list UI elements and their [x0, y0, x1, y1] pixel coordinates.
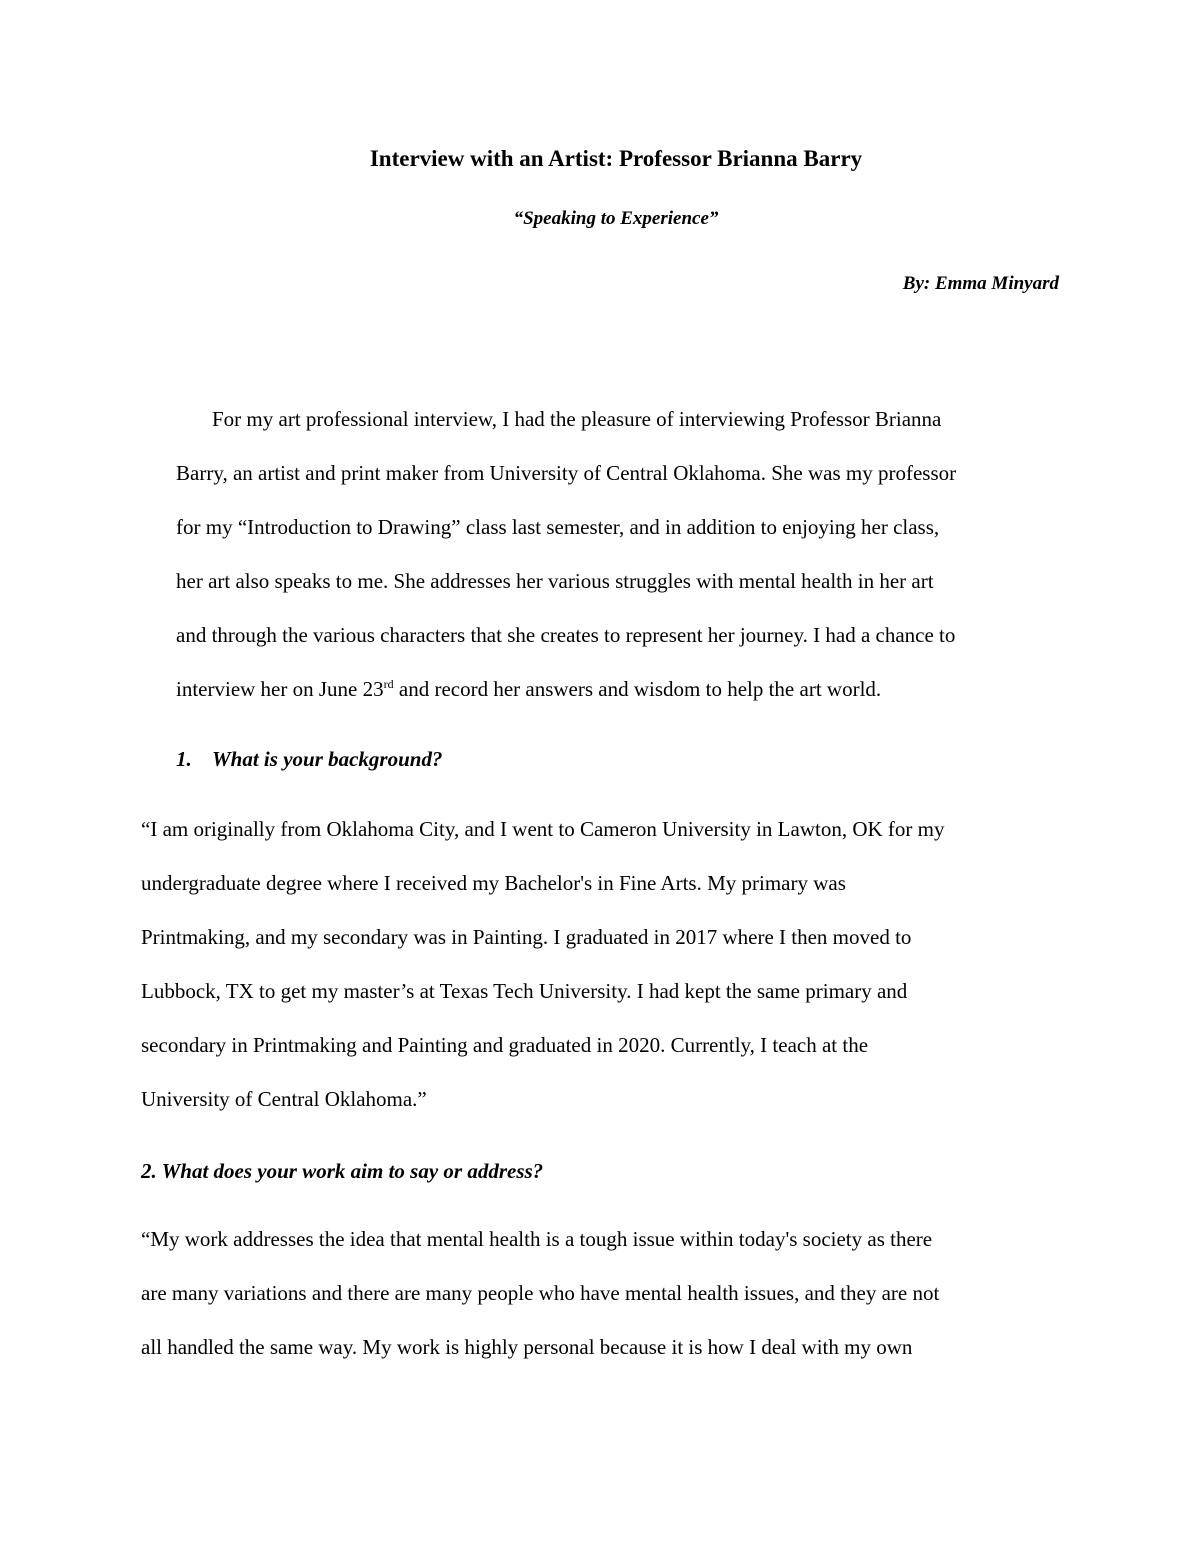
intro-line-last [176, 674, 881, 704]
question-1-text: What is your background? [212, 747, 443, 771]
intro-line: and through the various characters that she creates to represent her journey. I had a chance to [176, 623, 956, 647]
answer-1-line: “I am originally from Oklahoma City, and I went to Cameron University in Lawton, OK for my [141, 817, 945, 841]
intro-text-before-sup: interview her on June 23 [176, 677, 384, 701]
document-subtitle: “Speaking to Experience” [513, 208, 719, 229]
answer-1-line: undergraduate degree where I received my Bachelor's in Fine Arts. My primary was [141, 871, 846, 895]
answer-2-line: are many variations and there are many people who have mental health issues, and they are not [141, 1281, 940, 1305]
intro-line: For my art professional interview, I had the pleasure of interviewing Professor Brianna [212, 407, 942, 431]
document-title: Interview with an Artist: Professor Brianna Barry [369, 146, 863, 171]
answer-1-line: secondary in Printmaking and Painting and graduated in 2020. Currently, I teach at the [141, 1033, 869, 1057]
question-2-heading: 2. What does your work aim to say or address? [141, 1159, 544, 1183]
answer-1-line: University of Central Oklahoma.” [141, 1087, 427, 1111]
answer-1-line: Printmaking, and my secondary was in Painting. I graduated in 2017 where I then moved to [141, 925, 912, 949]
question-1-number: 1. [176, 747, 192, 771]
answer-1-line: Lubbock, TX to get my master’s at Texas Tech University. I had kept the same primary and [141, 979, 908, 1003]
answer-2-line: “My work addresses the idea that mental health is a tough issue within today's society as there [141, 1227, 933, 1251]
answer-2-line: all handled the same way. My work is highly personal because it is how I deal with my own [141, 1335, 913, 1359]
intro-line: Barry, an artist and print maker from University of Central Oklahoma. She was my professor [176, 461, 957, 485]
intro-line: for my “Introduction to Drawing” class last semester, and in addition to enjoying her class, [176, 515, 940, 539]
question-1-heading [176, 744, 442, 774]
intro-text-after-sup: and record her answers and wisdom to help the art world. [393, 677, 882, 701]
intro-line: her art also speaks to me. She addresses her various struggles with mental health in her art [176, 569, 934, 593]
author-byline: By: Emma Minyard [902, 273, 1059, 294]
date-ordinal-suffix: rd [383, 677, 394, 691]
